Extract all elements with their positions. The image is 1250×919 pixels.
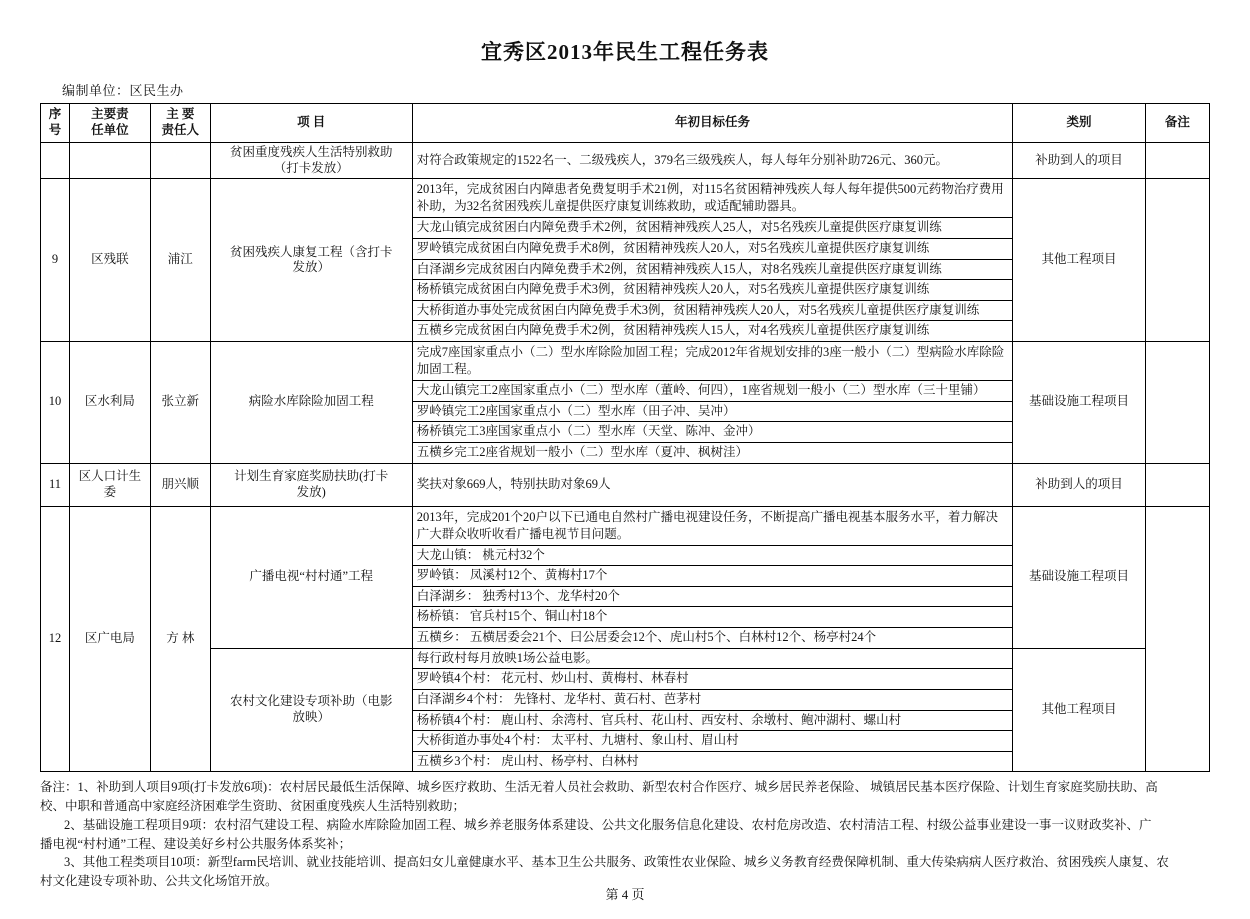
note-line-3b: 村文化建设专项补助、公共文化场馆开放。: [40, 874, 278, 889]
note-line-1: 备注：1、补助到人项目9项(打卡发放6项)：农村居民最低生活保障、城乡医疗救助、生活无着人员社会救助、新型农村合作医疗、城乡居民养老保险、 城镇居民基本医疗保险、计划生育家庭奖励扶助、高: [40, 780, 1158, 795]
task-cell: 大龙山镇： 桃元村32个: [412, 545, 1013, 566]
task-cell: 大桥街道办事处4个村： 太平村、九塘村、象山村、眉山村: [412, 731, 1013, 752]
task-cell: 大桥街道办事处完成贫困白内障免费手术3例，贫困精神残疾人20人，对5名残疾儿童提供医疗康复训练: [412, 300, 1013, 321]
note-cell: [1145, 506, 1209, 772]
task-cell: 五横乡完工2座省规划一般小（二）型水库（夏冲、枫树洼）: [412, 442, 1013, 463]
row-person: 方 林: [150, 506, 210, 772]
page-footer: 第 4 页: [605, 887, 645, 902]
row-person: 朋兴顺: [150, 463, 210, 506]
task-cell: 白泽湖乡： 独秀村13个、龙华村20个: [412, 586, 1013, 607]
header-note: 备注: [1145, 104, 1209, 143]
task-cell: 奖扶对象669人，特别扶助对象69人: [412, 463, 1013, 506]
note-line-1b: 校、中职和普通高中家庭经济困难学生资助、贫困重度残疾人生活特别救助；: [40, 799, 466, 814]
header-task: 年初目标任务: [412, 104, 1013, 143]
note-cell: [1145, 342, 1209, 464]
tasks-table: [40, 103, 1210, 772]
project-cell: 农村文化建设专项补助（电影 放映）: [210, 648, 412, 772]
project-cell: 贫困残疾人康复工程（含打卡 发放）: [210, 179, 412, 342]
row-seq: 11: [41, 463, 70, 506]
page-title: 宜秀区2013年民生工程任务表: [481, 40, 769, 64]
task-cell: 2013年，完成贫困白内障患者免费复明手术21例，对115名贫困精神残疾人每人每年提供500元药物治疗费用补助，为32名贫困残疾儿童提供医疗康复训练救助，或适配辅助器具。: [412, 179, 1013, 218]
category-cell: 其他工程项目: [1013, 179, 1146, 342]
note-line-3: 3、其他工程类项目10项：新型farm民培训、就业技能培训、提高妇女儿童健康水平、基本卫生公共服务、政策性农业保险、城乡义务教育经费保障机制、重大传染病病人医疗救治、贫困残疾人康复、农: [64, 855, 1169, 870]
category-cell: 基础设施工程项目: [1013, 506, 1146, 648]
row-seq: 12: [41, 506, 70, 772]
task-cell: 杨桥镇： 官兵村15个、铜山村18个: [412, 607, 1013, 628]
task-cell: 罗岭镇完工2座国家重点小（二）型水库（田子冲、吴冲）: [412, 401, 1013, 422]
row-unit-placeholder: [69, 143, 150, 179]
document-page: [0, 36, 1250, 919]
table-row: [41, 463, 1210, 506]
table-notes: [40, 778, 1210, 891]
task-cell: 白泽湖乡完成贫困白内障免费手术2例，贫困精神残疾人15人，对8名残疾儿童提供医疗康复训练: [412, 259, 1013, 280]
note-cell: [1145, 463, 1209, 506]
row-placeholder-dot: [41, 143, 70, 179]
project-cell: 广播电视“村村通”工程: [210, 506, 412, 648]
row-unit: 区残联: [69, 179, 150, 342]
task-cell: 2013年，完成201个20户以下已通电自然村广播电视建设任务，不断提高广播电视基本服务水平，着力解决广大群众收听收看广播电视节目问题。: [412, 506, 1013, 545]
note-cell: [1145, 179, 1209, 342]
task-cell: 五横乡完成贫困白内障免费手术2例，贫困精神残疾人15人，对4名残疾儿童提供医疗康复训练: [412, 321, 1013, 342]
table-row: [41, 648, 1210, 669]
row-person-placeholder: [150, 143, 210, 179]
category-cell: 补助到人的项目: [1013, 463, 1146, 506]
row-person: 张立新: [150, 342, 210, 464]
row-person: 浦江: [150, 179, 210, 342]
task-cell: 五横乡： 五横居委会21个、曰公居委会12个、虎山村5个、白林村12个、杨亭村24个: [412, 628, 1013, 649]
table-row: [41, 143, 1210, 179]
task-cell: 完成7座国家重点小（二）型水库除险加固工程；完成2012年省规划安排的3座一般小（二）型病险水库除险加固工程。: [412, 342, 1013, 381]
table-header-row: [41, 104, 1210, 143]
header-category: 类别: [1013, 104, 1146, 143]
project-cell: 计划生育家庭奖励扶助(打卡 发放): [210, 463, 412, 506]
note-line-2: 2、基础设施工程项目9项：农村沼气建设工程、病险水库除险加固工程、城乡养老服务体系建设、公共文化服务信息化建设、农村危房改造、农村清洁工程、村级公益事业建设一事一议财政奖补、广: [64, 817, 1152, 832]
row-unit: 区人口计生委: [69, 463, 150, 506]
task-cell: 罗岭镇4个村： 花元村、炒山村、黄梅村、林春村: [412, 669, 1013, 690]
task-cell: 白泽湖乡4个村： 先锋村、龙华村、黄石村、芭茅村: [412, 689, 1013, 710]
note-cell: [1145, 143, 1209, 179]
task-cell: 五横乡3个村： 虎山村、杨亭村、白林村: [412, 751, 1013, 772]
category-cell: 补助到人的项目: [1013, 143, 1146, 179]
table-row: [41, 506, 1210, 545]
header-seq: 序 号: [41, 104, 70, 143]
category-cell: 其他工程项目: [1013, 648, 1146, 772]
header-person: 主 要 责任人: [150, 104, 210, 143]
row-unit: 区广电局: [69, 506, 150, 772]
task-cell: 杨桥镇完成贫困白内障免费手术3例，贫困精神残疾人20人，对5名残疾儿童提供医疗康复训练: [412, 280, 1013, 301]
project-cell: 病险水库除险加固工程: [210, 342, 412, 464]
task-cell: 杨桥镇完工3座国家重点小（二）型水库（天堂、陈冲、金冲）: [412, 422, 1013, 443]
header-project: 项 目: [210, 104, 412, 143]
row-seq: 10: [41, 342, 70, 464]
task-cell: 大龙山镇完成贫困白内障免费手术2例，贫困精神残疾人25人，对5名残疾儿童提供医疗康复训练: [412, 218, 1013, 239]
task-cell: 对符合政策规定的1522名一、二级残疾人，379名三级残疾人，每人每年分别补助726元、360元。: [412, 143, 1013, 179]
header-unit: 主要责 任单位: [69, 104, 150, 143]
task-cell: 罗岭镇完成贫困白内障免费手术8例，贫困精神残疾人20人，对5名残疾儿童提供医疗康复训练: [412, 238, 1013, 259]
row-seq: 9: [41, 179, 70, 342]
note-line-2b: 播电视“村村通”工程、建设美好乡村公共服务体系奖补；: [40, 836, 352, 851]
task-cell: 大龙山镇完工2座国家重点小（二）型水库（董岭、何四），1座省规划一般小（二）型水库（三十里铺）: [412, 381, 1013, 402]
compiling-unit: 编制单位：区民生办: [62, 83, 184, 98]
task-cell: 每行政村每月放映1场公益电影。: [412, 648, 1013, 669]
table-row: [41, 179, 1210, 218]
project-cell: 贫困重度残疾人生活特别救助 （打卡发放）: [210, 143, 412, 179]
category-cell: 基础设施工程项目: [1013, 342, 1146, 464]
table-row: [41, 342, 1210, 381]
task-cell: 杨桥镇4个村： 鹿山村、余湾村、官兵村、花山村、西安村、余墩村、鲍冲湖村、螺山村: [412, 710, 1013, 731]
task-cell: 罗岭镇： 凤溪村12个、黄梅村17个: [412, 566, 1013, 587]
row-unit: 区水利局: [69, 342, 150, 464]
